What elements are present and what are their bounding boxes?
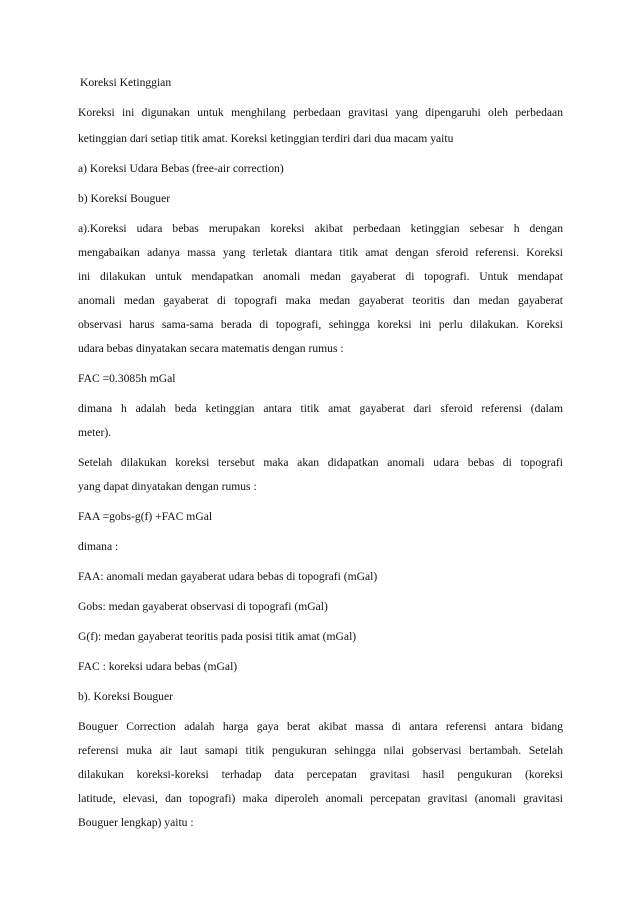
section-b-line-5: Bouguer lengkap) yaitu : [78,816,194,829]
definition-gobs: Gobs: medan gayaberat observasi di topografi (mGal) [78,600,328,613]
formula-faa: FAA =gobs-g(f) +FAC mGal [78,510,213,523]
definition-gf: G(f): medan gayaberat teoritis pada posisi titik amat (mGal) [78,630,357,643]
section-b-line-2: referensi muka air laut samapi titik pengukuran sehingga nilai gobservasi bertambah. Setelah [78,744,563,757]
formula-fac: FAC =0.3085h mGal [78,372,176,385]
intro-line-1: Koreksi ini digunakan untuk menghilang perbedaan gravitasi yang dipengaruhi oleh perbedaan [78,106,563,119]
section-a-line-1: a).Koreksi udara bebas merupakan koreksi akibat perbedaan ketinggian sebesar h dengan [78,222,563,235]
section-b-line-1: Bouguer Correction adalah harga gaya berat akibat massa di antara referensi antara bidang [78,720,563,733]
list-item-b: b) Koreksi Bouguer [78,192,171,205]
after-description-line-1: Setelah dilakukan koreksi tersebut maka akan didapatkan anomali udara bebas di topografi [78,456,563,469]
dimana-label: dimana : [78,540,119,553]
section-a-line-6: udara bebas dinyatakan secara matematis dengan rumus : [78,342,344,355]
definition-faa: FAA: anomali medan gayaberat udara bebas di topografi (mGal) [78,570,378,583]
after-description-line-2: yang dapat dinyatakan dengan rumus : [78,480,257,493]
section-b-title: b). Koreksi Bouguer [78,690,173,703]
h-description-line-1: dimana h adalah beda ketinggian antara titik amat gayaberat dari sferoid referensi (dalam [78,402,563,415]
h-description-line-2: meter). [78,426,112,439]
intro-line-2: ketinggian dari setiap titik amat. Koreksi ketinggian terdiri dari dua macam yaitu [78,132,454,145]
section-b-line-3: dilakukan koreksi-koreksi terhadap data percepatan gravitasi hasil pengukuran (koreksi [78,768,563,781]
section-b-line-4: latitude, elevasi, dan topografi) maka diperoleh anomali percepatan gravitasi (anomali gravitasi [78,792,563,805]
section-a-line-5: observasi harus sama-sama berada di topografi, sehingga koreksi ini perlu dilakukan. Koreksi [78,318,563,331]
section-a-line-4: anomali medan gayaberat di topografi maka medan gayaberat teoritis dan medan gayaberat [78,294,563,307]
section-a-line-3: ini dilakukan untuk mendapatkan anomali medan gayaberat di topografi. Untuk mendapat [78,270,563,283]
definition-fac: FAC : koreksi udara bebas (mGal) [78,660,238,673]
list-item-a: a) Koreksi Udara Bebas (free-air correction) [78,162,284,175]
section-a-line-2: mengabaikan adanya massa yang terletak diantara titik amat dengan sferoid referensi. Koreksi [78,246,563,259]
section-title: Koreksi Ketinggian [80,76,172,89]
